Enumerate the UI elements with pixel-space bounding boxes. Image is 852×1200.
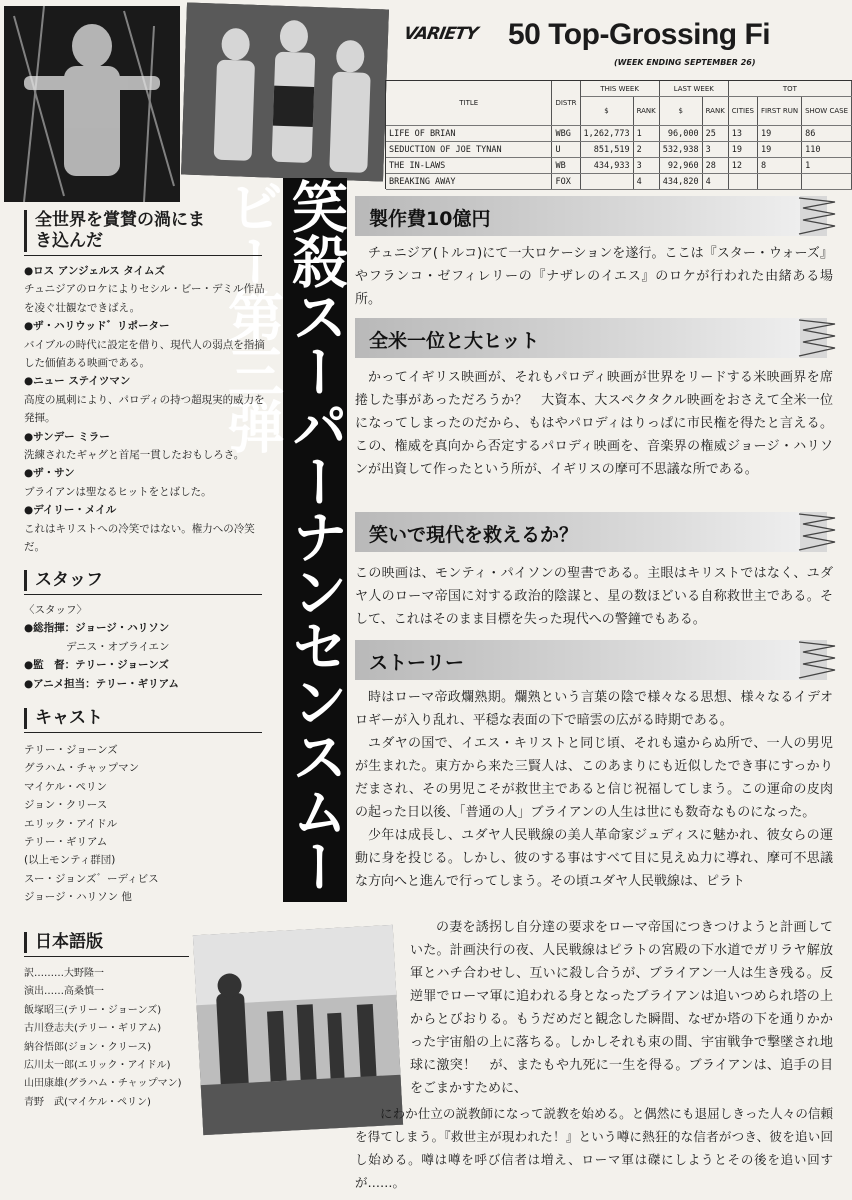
grossing-table: TITLE DISTR THIS WEEK LAST WEEK TOT $ RANK $ RANK CITIES FIRST RUN SHOW CASE LIFE OF BRIAN WBG 1,262,773 1 96,000 25 13 19 86 SEDUCTION OF JOE TYNAN U 851,519 2 532,938 3 19 19 110 THE IN-LAWS WB 434,933 3 92,960 28 12 8 1 BREAKING AWAY FOX 4 434,820 4 (385, 80, 852, 189)
reviews-section (24, 210, 274, 557)
cast-item: テリー・ギリアム (24, 836, 108, 849)
review-item: ●ザ・ハリウッド゛リポーター バイブルの時代に設定を借り、現代人の弱点を指摘した価値ある映画である。 (24, 320, 265, 370)
vertical-title: 笑殺スーパーナンセンスムービー第三弾 (283, 178, 347, 902)
review-item: ●ザ・サン ブライアンは聖なるヒットをとばした。 (24, 467, 212, 498)
staff-heading: スタッフ (24, 570, 274, 591)
variety-title: 50 Top-Grossing Fi (508, 18, 771, 51)
jp-credit: 訳………大野隆一 (24, 968, 104, 979)
jp-credit: 青野 武(マイケル・ペリン) (24, 1096, 151, 1108)
section-heading-laugh: 笑いで現代を救えるか？ (355, 512, 827, 552)
jp-credit: 演出……高桑慎一 (24, 986, 104, 998)
jp-heading: 日本語版 (24, 932, 199, 953)
jp-credit: 古川登志夫(テリー・ギリアム) (24, 1023, 162, 1035)
section-heading-hit: 全米一位と大ヒット (355, 318, 827, 358)
section-heading-story: ストーリー (355, 640, 827, 680)
jp-credit: 飯塚昭三(テリー・ジョーンズ) (24, 1004, 162, 1016)
cast-item: マイケル・ペリン (24, 780, 108, 793)
cast-item: ジョン・クリース (24, 799, 108, 812)
col-last-week: LAST WEEK (659, 81, 728, 97)
col-this-week: THIS WEEK (580, 81, 659, 97)
jp-credit: 山田康雄(グラハム・チャップマン) (24, 1078, 182, 1090)
section-text-story-end: にわか仕立の説教師になって説教を始める。と偶然にも退屈しきった人々の信頼を得てしまう。『救世主が現われた！』という噂に熱狂的な信者がつき、彼を追い回し始める。噂は噂を呼び信者は増え、ローマ軍は磔にしようとその後を追い回すが……。 (355, 1106, 833, 1190)
table-row: THE IN-LAWS WB 434,933 3 92,960 28 12 8 1 (386, 158, 852, 174)
col-tot: TOT (728, 81, 851, 97)
jp-credit: 広川太一郎(エリック・アイドル) (24, 1060, 171, 1072)
col-title: TITLE (386, 81, 552, 126)
section-text-budget: チュニジア(トルコ)にて一大ロケーションを遂行。ここは『スター・ウォーズ』やフランコ・ゼフィレリーの『ナザレのイエス』のロケが行われた由緒ある場所。 (355, 246, 833, 307)
table-row: SEDUCTION OF JOE TYNAN U 851,519 2 532,938 3 19 19 110 (386, 142, 852, 158)
review-list (24, 262, 274, 557)
photo-cast-group (181, 3, 389, 182)
staff-line: ●総指揮：ジョージ・ハリソン (24, 622, 170, 635)
review-item: ●ロス アンジェルス タイムズ チュニジアのロケによりセシル・ビー・デミル作品を凌ぐ壮観なできばえ。 (24, 265, 265, 314)
cast-item: スー・ジョンズ゛ーディビス (24, 872, 159, 885)
table-row: LIFE OF BRIAN WBG 1,262,773 1 96,000 25 13 19 86 (386, 126, 852, 142)
col-distr: DISTR (552, 81, 580, 126)
staff-sub: 〈スタッフ〉 (24, 604, 87, 616)
staff-line: デニス・オブライエン (24, 640, 170, 653)
review-item: ●ニュー ステイツマン 高度の風刺により、パロディの持つ超現実的威力を発揮。 (24, 375, 265, 425)
staff-section (24, 570, 274, 693)
cast-item: テリー・ジョーンズ (24, 744, 118, 756)
cast-item: グラハム・チャップマン (24, 762, 140, 775)
review-item: ●デイリー・メイル これはキリストへの冷笑ではない。権力への冷笑だ。 (24, 504, 255, 554)
cast-item: ジョージ・ハリソン 他 (24, 891, 132, 904)
reviews-heading: 全世界を賞賛の渦にまき込んだ (24, 210, 220, 252)
staff-line: ●アニメ担当：テリー・ギリアム (24, 677, 179, 690)
photo-crucifixion (4, 6, 180, 202)
section-text-laugh: この映画は、モンティ・パイソンの聖書である。主眼はキリストではなく、ユダヤ人のローマ帝国に対する政治的陰謀と、星の数ほどいる自称救世主である。そして、これはそのまま目標を失った現代への警鐘でもある。 (355, 566, 833, 627)
table-row: BREAKING AWAY FOX 4 434,820 4 (386, 174, 852, 190)
variety-subtitle: (WEEK ENDING SEPTEMBER 26) (614, 58, 756, 67)
section-text-hit: かってイギリス映画が、それもパロディ映画が世界をリードする米映画界を席捲した事があっただろうか？ 大資本、大スペクタクル映画をおさえて全米一位になってしまったのだから、もはやパロディはりっぱに市民権を得たと言える。この、権威を真向から否定するパロディ映画を、音楽界の権威ジョージ・ハリソンが出資して作ったという所が、イギリスの摩可不思議な所である。 (355, 370, 833, 477)
cast-heading: キャスト (24, 708, 274, 729)
cast-section (24, 708, 274, 907)
jp-section (24, 932, 199, 1112)
variety-logo: VARIETY (402, 24, 479, 44)
section-text-story-wrap: の妻を誘拐し自分達の要求をローマ帝国につきつけようと計画していた。計画決行の夜、人民戦線はピラトの宮殿の下水道でガリラヤ解放軍とハチ合わせし、互いに殺し合うが、ブライアン一人は生き残る。反逆罪でローマ軍に追われる身となったブライアンは追いつめられ塔の上からとびおりる。もうだめだと観念した瞬間、なぜか塔の下を通りかかった宇宙船の上に落ちる。しかしそれも束の間、宇宙戦争で撃墜され地球に激突！ が、またもや九死に一生を得る。ブライアンは、追手の目をごまかすために、 (410, 920, 833, 1096)
cast-item: (以上モンティ群団) (24, 854, 116, 867)
cast-item: エリック・アイドル (24, 817, 118, 830)
staff-line: ●監 督：テリー・ジョーンズ (24, 659, 169, 672)
jp-credit: 納谷悟郎(ジョン・クリース) (24, 1041, 152, 1053)
review-item: ●サンデー ミラー 洗練されたギャグと首尾一貫したおもしろさ。 (24, 430, 245, 462)
section-text-story: 時はローマ帝政爛熟期。爛熟という言葉の陰で様々なる思想、様々なるイデオロギーが入り乱れ、平穏な表面の下で暗雲の広がる時期である。 ユダヤの国で、イエス・キリストと同じ頃、それも遠からぬ所で、一人の男児が生まれた。東方から来た三賢人は、このあまりにも近似したでき事にすっかりだまされ、その男児こそが救世主であると信じ祝福してしまう。この運命の皮肉の起った日以後、「普通の人」ブライアンの人生は世にも数奇なものになった。 少年は成長し、ユダヤ人民戦線の美人革命家ジュディスに魅かれ、彼女らの運動に身を投じる。しかし、彼のする事はすべて目に見えぬ力に導れ、摩可不思議な方向へと進んで行ってしまう。その頃ユダヤ人民戦線は、ピラト (355, 690, 833, 889)
section-heading-budget: 製作費10億円 (355, 196, 827, 236)
